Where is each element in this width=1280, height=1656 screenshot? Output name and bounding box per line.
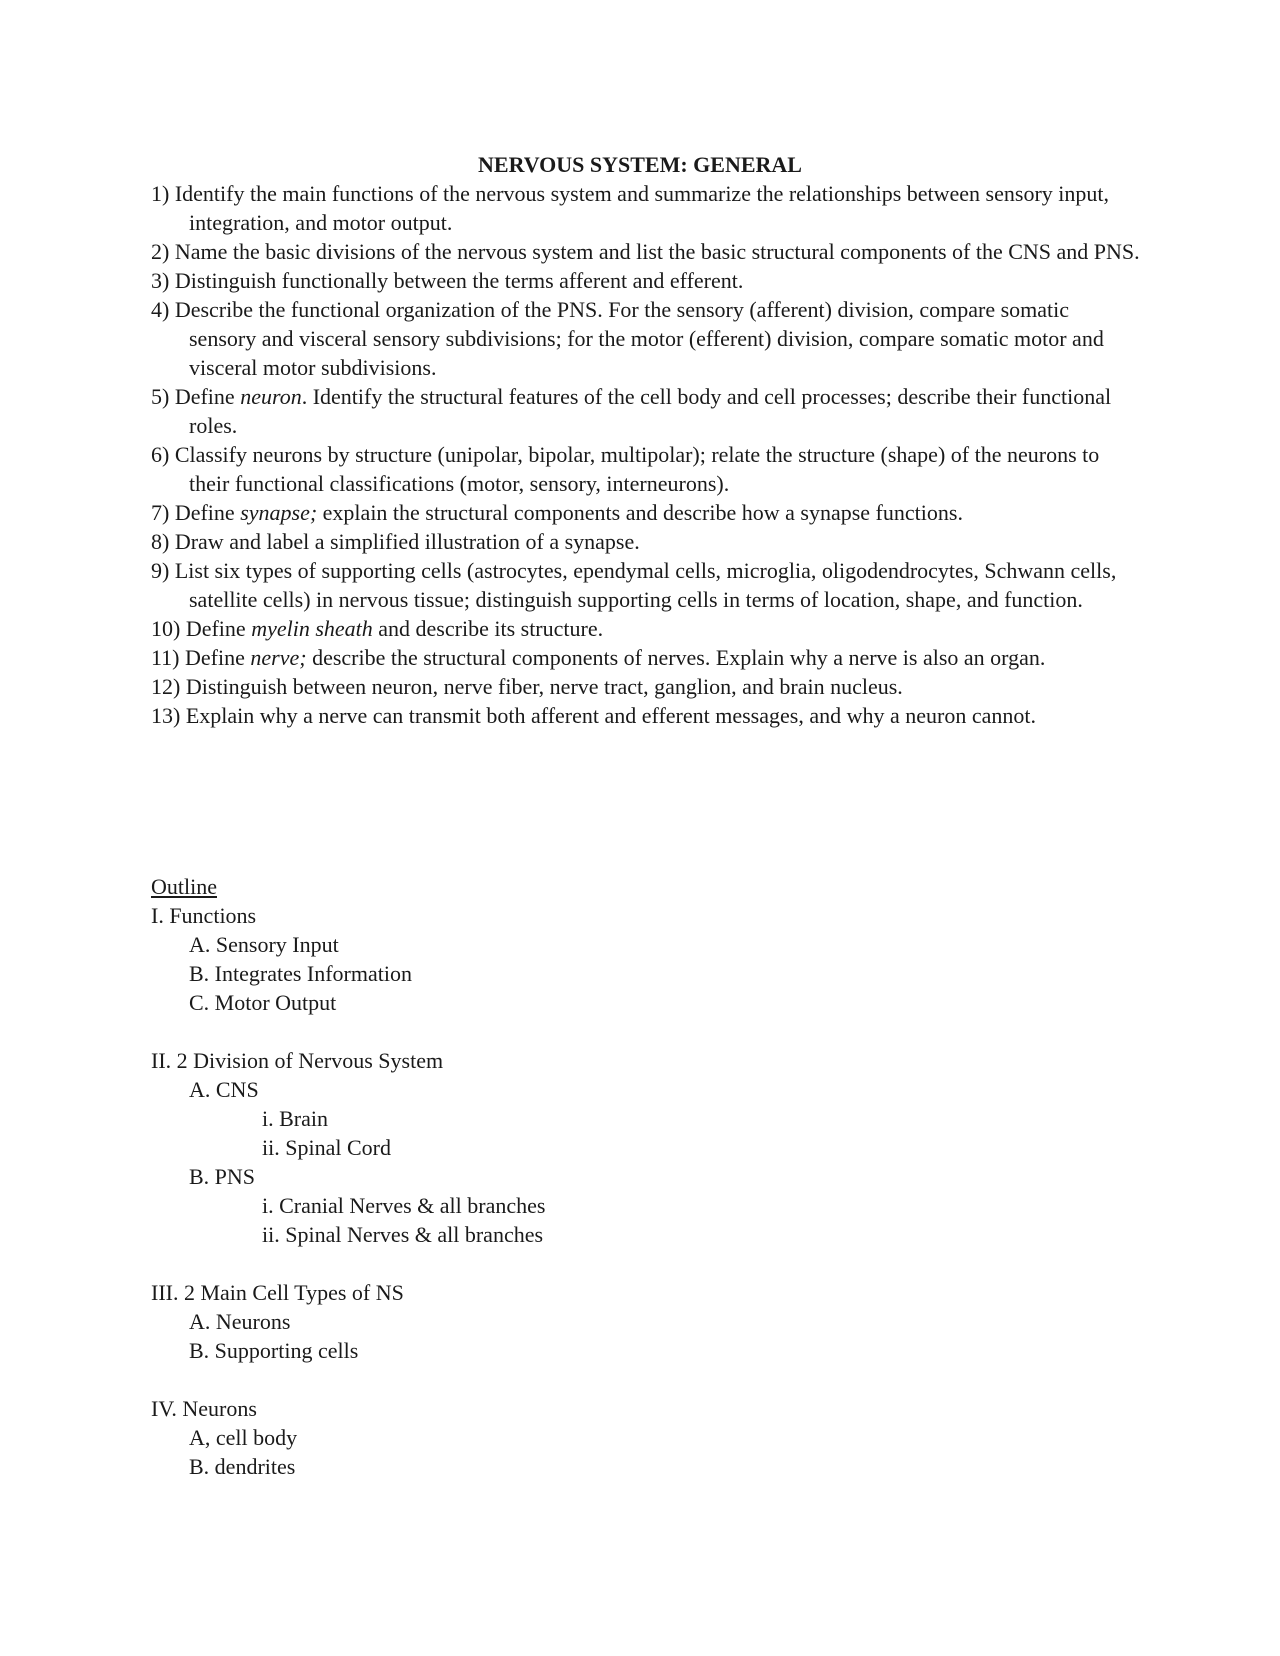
objective-item	[151, 701, 1141, 730]
outline-section-label: IV. Neurons	[151, 1396, 257, 1421]
outline-item: B. dendrites	[189, 1454, 296, 1479]
objective-item	[151, 266, 1141, 295]
objective-text-continued: describe the structural components of nerves. Explain why a nerve is also an organ.	[306, 645, 1046, 670]
outline-subitem: ii. Spinal Cord	[262, 1135, 391, 1160]
outline-section	[151, 1278, 1141, 1365]
outline-heading: Outline	[151, 874, 217, 899]
outline-section-label: II. 2 Division of Nervous System	[151, 1048, 444, 1073]
outline-item: B. Integrates Information	[189, 961, 412, 986]
objective-text: 11) Define	[151, 645, 251, 670]
outline-sections	[151, 901, 1141, 1481]
objective-text: 1) Identify the main functions of the nervous system and summarize the relationships between sensory input, integration, and motor output.	[151, 181, 1109, 235]
objective-item	[151, 295, 1141, 382]
objective-text: 6) Classify neurons by structure (unipolar, bipolar, multipolar); relate the structure (shape) of the neurons to their functional classifications (motor, sensory, interneurons).	[151, 442, 1100, 496]
objective-text: 13) Explain why a nerve can transmit both afferent and efferent messages, and why a neuron cannot.	[151, 703, 1036, 728]
objective-text: 12) Distinguish between neuron, nerve fiber, nerve tract, ganglion, and brain nucleus.	[151, 674, 903, 699]
objective-text: 10) Define	[151, 616, 252, 641]
objective-item	[151, 498, 1141, 527]
outline-subitem: i. Cranial Nerves & all branches	[262, 1193, 546, 1218]
objective-item	[151, 440, 1141, 498]
objective-text-continued: explain the structural components and describe how a synapse functions.	[317, 500, 963, 525]
outline-item: A. CNS	[189, 1077, 259, 1102]
objective-item	[151, 179, 1141, 237]
objective-item	[151, 672, 1141, 701]
objective-item	[151, 614, 1141, 643]
objective-item	[151, 237, 1141, 266]
outline-subitem: ii. Spinal Nerves & all branches	[262, 1222, 544, 1247]
outline-section	[151, 1394, 1141, 1481]
outline	[151, 872, 1141, 1481]
outline-section-label: I. Functions	[151, 903, 257, 928]
objective-term: nerve;	[250, 645, 307, 670]
outline-section-label: III. 2 Main Cell Types of NS	[151, 1280, 404, 1305]
objective-item	[151, 643, 1141, 672]
outline-item: A. Neurons	[189, 1309, 291, 1334]
objective-term: synapse;	[240, 500, 318, 525]
outline-section	[151, 901, 1141, 1017]
objectives-list	[151, 179, 1141, 730]
outline-subitem: i. Brain	[262, 1106, 328, 1131]
outline-section	[151, 1046, 1141, 1249]
objective-text: 2) Name the basic divisions of the nervous system and list the basic structural components of the CNS and PNS.	[151, 239, 1140, 264]
objective-text: 5) Define	[151, 384, 241, 409]
objective-term: neuron	[240, 384, 302, 409]
objective-text: 9) List six types of supporting cells (astrocytes, ependymal cells, microglia, oligodendrocytes, Schwann cells, satellite cells) in nervous tissue; distinguish supporting cells in terms of location, shape, and function.	[151, 558, 1117, 612]
outline-item: B. Supporting cells	[189, 1338, 359, 1363]
outline-item: A. Sensory Input	[189, 932, 339, 957]
objective-text: 8) Draw and label a simplified illustration of a synapse.	[151, 529, 640, 554]
document-title: NERVOUS SYSTEM: GENERAL	[478, 152, 802, 177]
outline-item: A, cell body	[189, 1425, 298, 1450]
objective-text: 7) Define	[151, 500, 241, 525]
outline-item: C. Motor Output	[189, 990, 337, 1015]
outline-item: B. PNS	[189, 1164, 256, 1189]
objective-term: myelin sheath	[251, 616, 373, 641]
objective-text-continued: . Identify the structural features of the cell body and cell processes; describe their functional roles.	[189, 384, 1112, 438]
objective-item	[151, 556, 1141, 614]
objective-text-continued: and describe its structure.	[372, 616, 604, 641]
objective-text: 4) Describe the functional organization of the PNS. For the sensory (afferent) division, compare somatic sensory and visceral sensory subdivisions; for the motor (efferent) division, compare somatic motor and visceral motor subdivisions.	[151, 297, 1104, 380]
objective-item	[151, 382, 1141, 440]
objective-text: 3) Distinguish functionally between the terms afferent and efferent.	[151, 268, 744, 293]
objective-item	[151, 527, 1141, 556]
